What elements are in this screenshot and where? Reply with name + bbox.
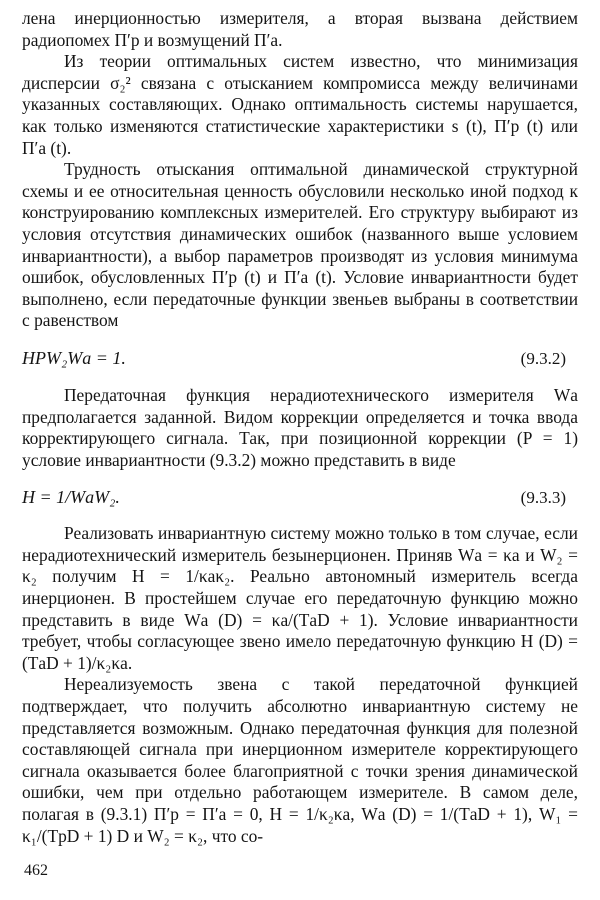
equation-expression: H = 1/WаW₂.: [22, 487, 120, 508]
paragraph-non-realizability: Нереализуемость звена с такой передаточной функцией подтверждает, что получить абсолютно инвариантную систему не представляется возможным. Однако передаточная функция для полезной составляющей сигнала при инерционном измерителе корректирующего сигнала оказывается более благоприятной с точки зрения динамической ошибки, чем при отдельно работающем измерителе. В самом деле, полагая в (9.3.1) П′р = П′а = 0, H = 1/κ₂κа, Wа (D) = 1/(TаD + 1), W₁ = κ₁/(TрD + 1) D и W₂ = κ₂, что со-: [22, 674, 578, 846]
equation-number: (9.3.3): [520, 488, 566, 508]
page-number: 462: [24, 862, 48, 879]
page-body: [22, 8, 578, 847]
equation-9-3-3: [22, 486, 578, 509]
paragraph-structure-difficulty: Трудность отыскания оптимальной динамической структурной схемы и ее относительная ценность обусловили несколько иной подход к конструированию комплексных измерителей. Его структуру выбирают из условия отсутствия динамических ошибок (названного выше условием инвариантности), а выбор параметров производят из условия минимума ошибок, обусловленных П′р (t) и П′а (t). Условие инвариантности будет выполнено, если передаточные функции звеньев выбраны в соответствии с равенством: [22, 159, 578, 331]
equation-expression: HPW₂Wа = 1.: [22, 347, 126, 368]
paragraph-invariant-realization: Реализовать инвариантную систему можно только в том случае, если нерадиотехнический измеритель безынерционен. Приняв Wа = κа и W₂ = κ₂ получим H = 1/κаκ₂. Реально автономный измеритель всегда инерционен. В простейшем случае его передаточную функцию можно представить в виде Wа (D) = κа/(TаD + 1). Условие инвариантности требует, чтобы согласующее звено имело передаточную функцию H (D) = (TаD + 1)/κ₂κа.: [22, 523, 578, 673]
paragraph-transfer-function: Передаточная функция нерадиотехнического измерителя Wа предполагается заданной. Видом коррекции определяется и точка ввода корректирующего сигнала. Так, при позиционной коррекции (P = 1) условие инвариантности (9.3.2) можно представить в виде: [22, 384, 578, 470]
paragraph-continuation: лена инерционностью измерителя, а вторая вызвана действием радиопомех П′р и возмущений П′а.: [22, 8, 578, 50]
equation-number: (9.3.2): [520, 348, 566, 368]
paragraph-optimal-systems: Из теории оптимальных систем известно, что минимизация дисперсии σ₂² связана с отысканием компромисса между величинами указанных составляющих. Однако оптимальность системы нарушается, как только изменяются статистические характеристики s (t), П′р (t) или П′а (t).: [22, 51, 578, 158]
equation-9-3-2: [22, 347, 578, 370]
